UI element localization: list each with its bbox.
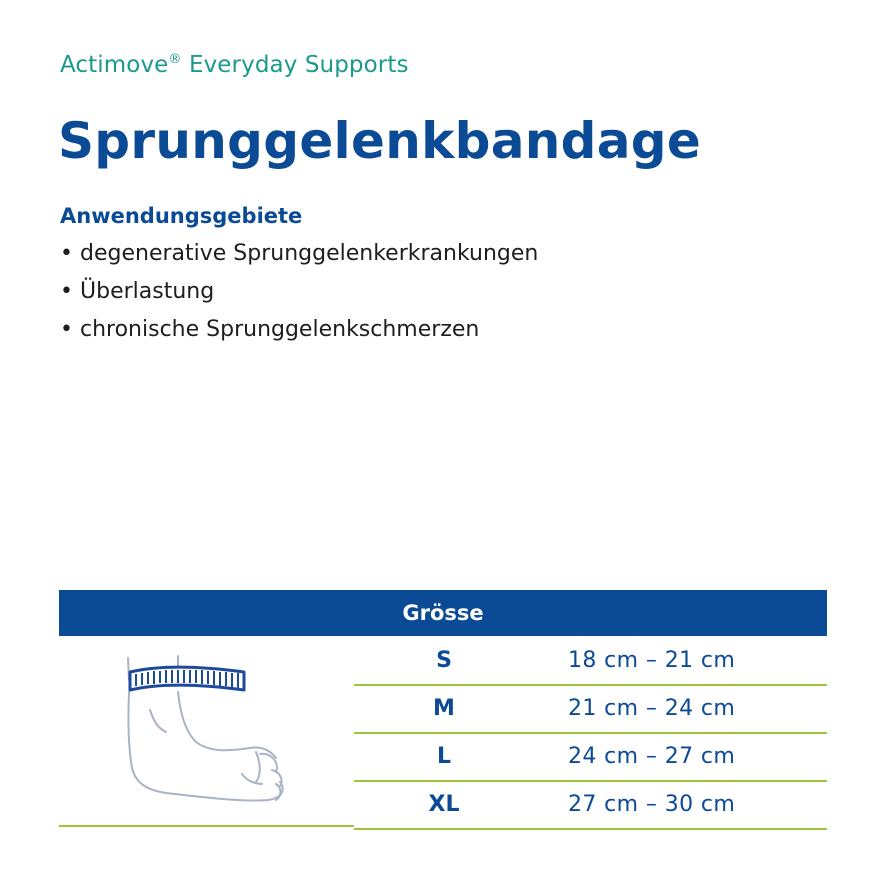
bullet-glyph: • — [60, 241, 73, 266]
size-label: L — [436, 744, 452, 769]
size-header-label: Grösse — [402, 601, 484, 625]
table-row — [354, 638, 827, 686]
size-range: 27 cm – 30 cm — [568, 792, 736, 817]
size-label: M — [433, 696, 455, 721]
brand-subline: Everyday Supports — [188, 52, 409, 78]
list-item — [60, 316, 538, 354]
registered-mark: ® — [168, 52, 182, 67]
section-title: Anwendungsgebiete — [60, 204, 303, 228]
indication-list — [60, 240, 538, 354]
list-item-text: Überlastung — [80, 279, 215, 304]
list-item — [60, 240, 538, 278]
list-item-text: chronische Sprunggelenkschmerzen — [80, 317, 480, 342]
list-item-text: degenerative Sprunggelenkerkrankungen — [80, 241, 539, 266]
size-label: S — [436, 648, 452, 673]
table-bottom-divider — [59, 825, 354, 827]
brand-line — [60, 52, 409, 78]
page-title: Sprunggelenkbandage — [58, 112, 702, 170]
table-row — [354, 734, 827, 782]
bullet-glyph: • — [60, 279, 73, 304]
size-label: XL — [428, 792, 460, 817]
bullet-glyph: • — [60, 317, 73, 342]
size-table-header — [59, 590, 827, 636]
ankle-measure-icon — [120, 650, 300, 815]
table-row — [354, 782, 827, 830]
list-item — [60, 278, 538, 316]
size-range: 21 cm – 24 cm — [568, 696, 736, 721]
brand-name: Actimove — [60, 52, 169, 78]
table-row — [354, 686, 827, 734]
size-range: 24 cm – 27 cm — [568, 744, 736, 769]
size-table — [354, 638, 827, 830]
size-range: 18 cm – 21 cm — [568, 648, 736, 673]
